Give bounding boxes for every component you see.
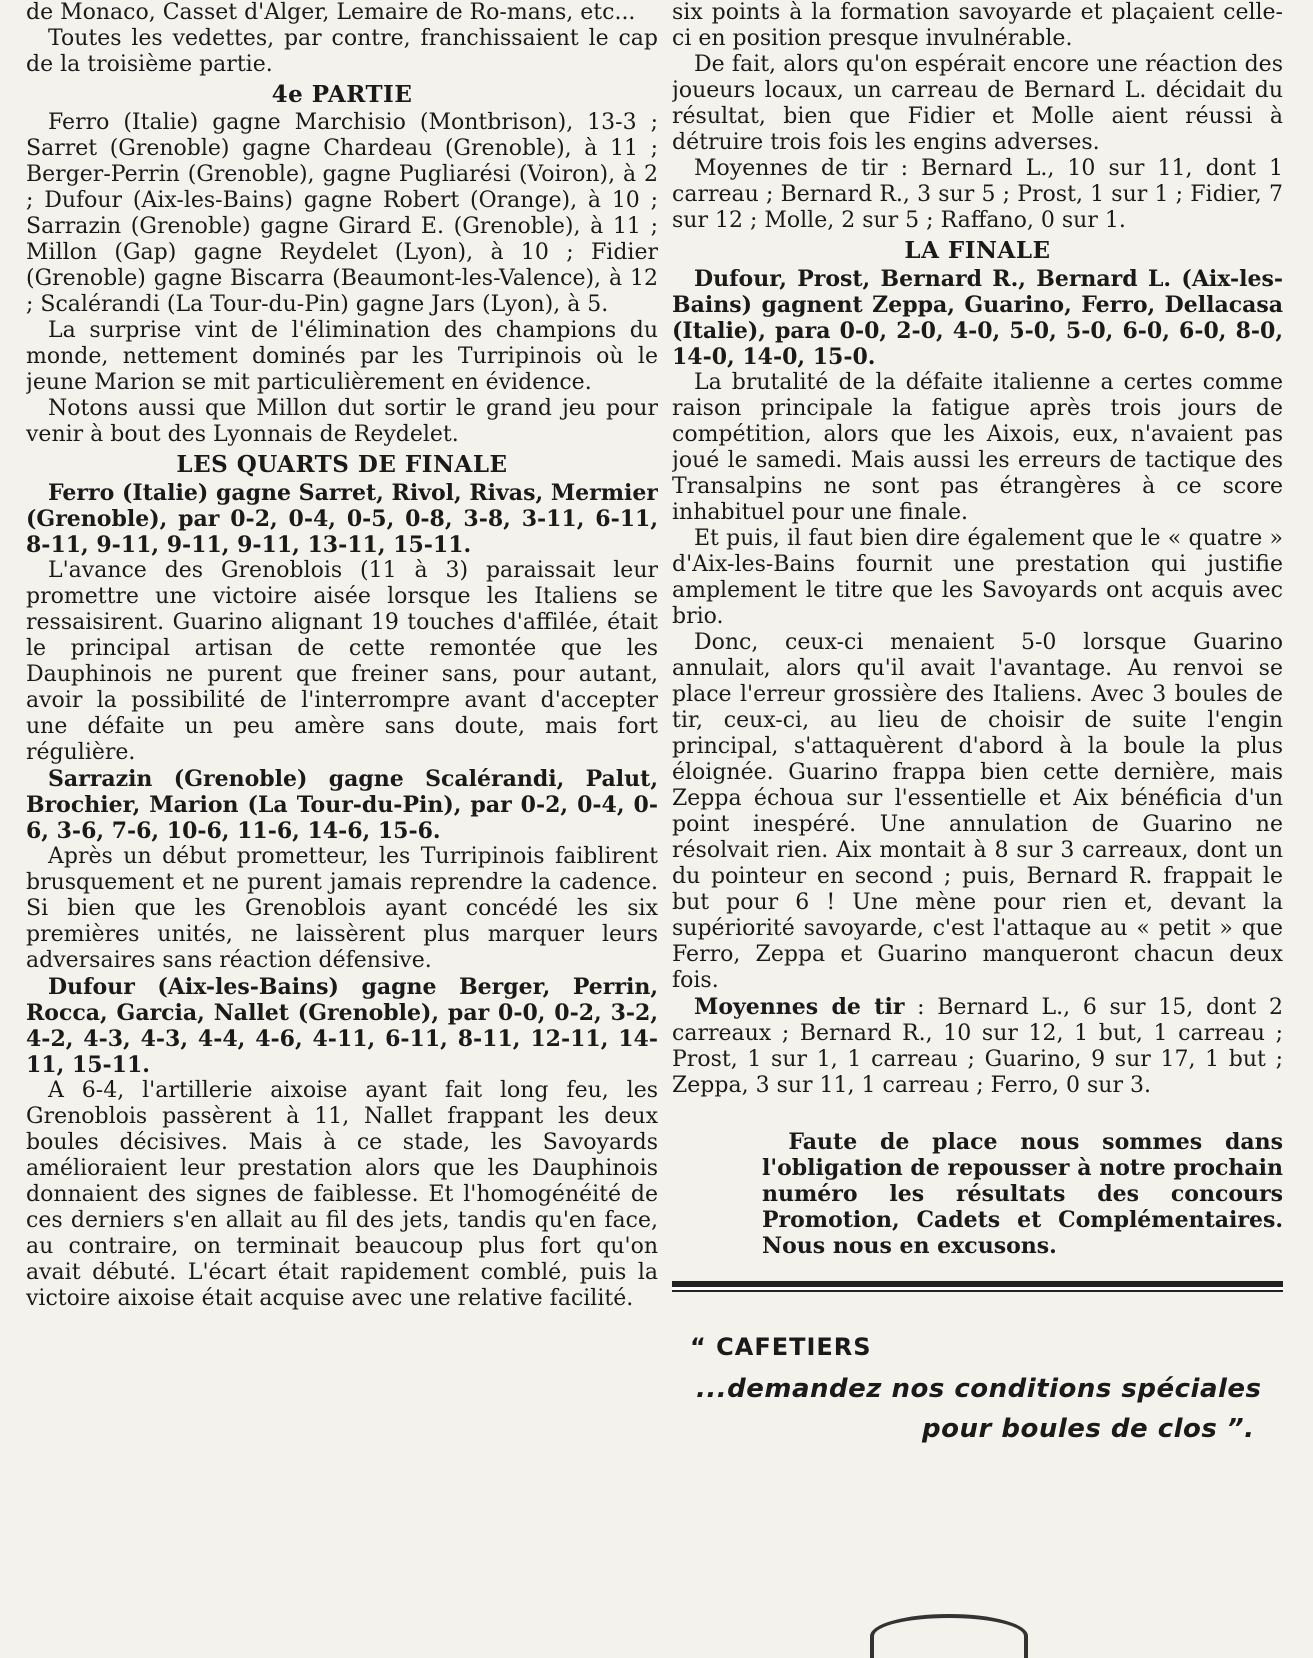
right-top-cut-text: six points à la formation savoyarde et plaçaient celle-ci en position presque invulnérable. [672,0,1283,51]
para-moyennes-2 [672,994,1283,1099]
para-et-puis: Et puis, il faut bien dire également que le « quatre » d'Aix-les-Bains fournit une prestation qui justifie amplement le titre que les Savoyards ont acquis avec brio. [672,526,1283,629]
para-surprise: La surprise vint de l'élimination des champions du monde, nettement dominés par les Turripinois où le jeune Marion se mit particulièrement en évidence. [26,318,658,395]
heading-4e-partie: 4e PARTIE [271,81,413,108]
quart1-text: L'avance des Grenoblois (11 à 3) paraissait leur promettre une victoire aisée lorsque les Italiens se ressaisirent. Guarino alignant 19 touches d'affilée, était le principal artisan de cette remontée que les Dauphinois ne purent que freiner sans, pour autant, avoir la possibilité de l'interrompre avant d'accepter une défaite un peu amère sans doute, mais fort régulière. [26,558,658,765]
heading-quarts-de-finale: LES QUARTS DE FINALE [176,451,508,478]
divider-rule [672,1281,1283,1290]
ad-line-1: ...demandez nos conditions spéciales [696,1374,1262,1404]
quart3-text: A 6-4, l'artillerie aixoise ayant fait long feu, les Grenoblois passèrent à 11, Nallet frappant les deux boules décisives. Mais à ce stade, les Savoyards amélioraient leur prestation alors que les Dauphinois donnaient des signes de faiblesse. Et l'homogénéité de ces derniers s'en allait au fil des jets, tandis qu'en face, au contraire, on terminait beaucoup plus fort qu'on avait débuté. L'écart était rapidement comblé, puis la victoire aixoise était acquise avec une relative facilité. [26,1078,658,1311]
notice-text: Faute de place nous sommes dans l'obligation de repousser à notre prochain numéro les résultats des concours Promotion, Cadets et Complémentaires. Nous nous en excusons. [762,1129,1283,1259]
left-top-cut-text: de Monaco, Casset d'Alger, Lemaire de Ro-mans, etc... [26,0,636,25]
advertisement [672,1334,1283,1442]
right-column [672,0,1283,1632]
quart3-result: Dufour (Aix-les-Bains) gagne Berger, Perrin, Rocca, Garcia, Nallet (Grenoble), par 0-0, 0-2, 3-2, 4-2, 4-3, 4-3, 4-4, 4-6, 4-11, 6-11, 8-11, 12-11, 14-11, 15-11. [26,974,658,1078]
para-millon: Notons aussi que Millon dut sortir le grand jeu pour venir à bout des Lyonnais de Reydelet. [26,396,658,447]
ad-title: “ CAFETIERS [690,1333,872,1361]
para-de-fait: De fait, alors qu'on espérait encore une réaction des joueurs locaux, un carreau de Bernard L. décidait du résultat, bien que Fidier et Molle aient réussi à détruire trois fois les engins adverses. [672,52,1283,155]
quart2-result: Sarrazin (Grenoble) gagne Scalérandi, Palut, Brochier, Marion (La Tour-du-Pin), par 0-2, 0-4, 0-6, 3-6, 7-6, 10-6, 11-6, 14-6, 15-6. [26,766,658,844]
finale-result: Dufour, Prost, Bernard R., Bernard L. (Aix-les-Bains) gagnent Zeppa, Guarino, Ferro, Dellacasa (Italie), para 0-0, 2-0, 4-0, 5-0, 5-0, 6-0, 6-0, 8-0, 14-0, 14-0, 15-0. [672,266,1283,370]
para-vedettes: Toutes les vedettes, par contre, franchissaient le cap de la troisième partie. [26,26,658,77]
notice-box [762,1129,1283,1259]
para-4e-results: Ferro (Italie) gagne Marchisio (Montbrison), 13-3 ; Sarret (Grenoble) gagne Chardeau (Grenoble), à 11 ; Berger-Perrin (Grenoble), gagne Pugliarési (Voiron), à 2 ; Dufour (Aix-les-Bains) gagne Robert (Orange), à 10 ; Sarrazin (Grenoble) gagne Girard E. (Grenoble), à 11 ; Millon (Gap) gagne Reydelet (Lyon), à 10 ; Fidier (Grenoble) gagne Biscarra (Beaumont-les-Valence), à 12 ; Scalérandi (La Tour-du-Pin) gagne Jars (Lyon), à 5. [26,110,658,317]
para-brutalite: La brutalité de la défaite italienne a certes comme raison principale la fatigue après trois jours de compétition, alors que les Aixois, eux, n'avaient pas joué le samedi. Mais aussi les erreurs de tactique des Transalpins ne sont pas étrangères à ce score inhabituel pour une finale. [672,370,1283,525]
para-moyennes-1: Moyennes de tir : Bernard L., 10 sur 11, dont 1 carreau ; Bernard R., 3 sur 5 ; Prost, 1 sur 1 ; Fidier, 7 sur 12 ; Molle, 2 sur 5 ; Raffano, 0 sur 1. [672,156,1283,233]
partial-stamp-graphic [870,1614,1028,1658]
moyennes-2-label: Moyennes de tir [694,994,905,1020]
quart2-text: Après un début prometteur, les Turripinois faiblirent brusquement et ne purent jamais reprendre la cadence. Si bien que les Grenoblois ayant concédé les six premières unités, ne laissèrent plus marquer leurs adversaires sans réaction défensive. [26,844,658,973]
left-column [26,0,658,1632]
moyennes-2-text: : Bernard L., 6 sur 15, dont 2 carreaux ; Bernard R., 10 sur 12, 1 but, 1 carreau ; Prost, 1 sur 1, 1 carreau ; Guarino, 9 sur 17, 1 but ; Zeppa, 3 sur 11, 1 carreau ; Ferro, 0 sur 3. [672,995,1283,1098]
heading-la-finale: LA FINALE [904,237,1051,264]
ad-line-2: pour boules de clos ”. [922,1414,1255,1444]
para-donc: Donc, ceux-ci menaient 5-0 lorsque Guarino annulait, alors qu'il avait l'avantage. Au renvoi se place l'erreur grossière des Italiens. Avec 3 boules de tir, ceux-ci, au lieu de choisir de suite l'engin principal, s'attaquèrent d'abord à la boule la plus éloignée. Guarino frappa bien cette dernière, mais Zeppa échoua sur l'essentielle et Aix bénéficia d'un point inespéré. Une annulation de Guarino ne résolvait rien. Aix montait à 8 sur 3 carreaux, dont un du pointeur en second ; puis, Bernard R. frappait le but pour 6 ! Une mène pour rien et, devant la supériorité savoyarde, c'est l'attaque au « petit » que Ferro, Zeppa et Guarino manqueront chacun deux fois. [672,630,1283,993]
quart1-result: Ferro (Italie) gagne Sarret, Rivol, Rivas, Mermier (Grenoble), par 0-2, 0-4, 0-5, 0-8, 3-8, 3-11, 6-11, 8-11, 9-11, 9-11, 9-11, 13-11, 15-11. [26,480,658,558]
